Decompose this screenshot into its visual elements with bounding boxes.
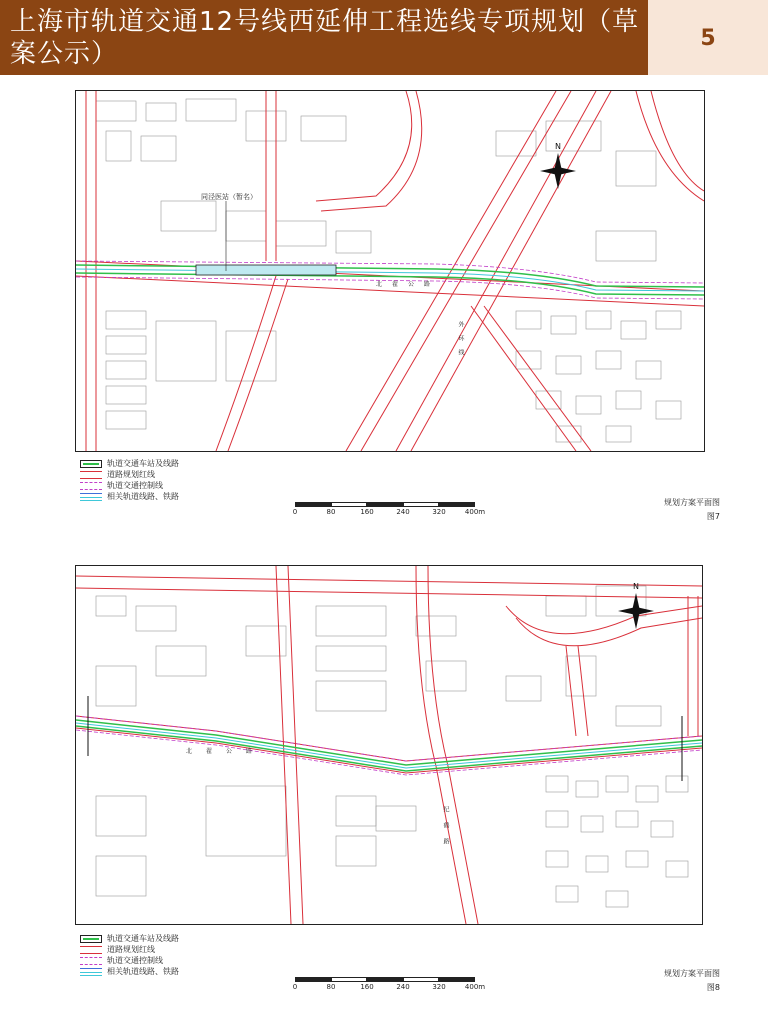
scale-tick-label: 240	[396, 508, 410, 516]
legend-label: 轨道交通控制线	[107, 481, 163, 490]
map-8-road-label-2: 纪鹤路	[442, 806, 449, 854]
page-number-box	[648, 0, 768, 75]
road-redline-swatch-icon	[80, 946, 102, 954]
map-7-station-label: 同泾医站（暂名）	[201, 193, 257, 201]
header-band	[0, 0, 648, 75]
svg-text:N: N	[633, 582, 639, 591]
legend-label: 道路规划红线	[107, 470, 155, 479]
map-8-caption	[580, 968, 720, 993]
legend-label: 轨道交通控制线	[107, 956, 163, 965]
scale-tick-label: 80	[326, 508, 336, 516]
caption-title: 规划方案平面图	[664, 498, 720, 507]
legend-item	[80, 955, 179, 966]
scale-segment	[331, 977, 367, 982]
map-8-drawing	[76, 566, 702, 924]
map-8-legend	[80, 933, 179, 977]
scale-tick-label: 0	[292, 508, 298, 516]
caption-figure: 图7	[706, 512, 720, 521]
map-7-caption	[580, 497, 720, 522]
scale-segment	[295, 977, 331, 982]
related-rail-swatch-icon	[80, 493, 102, 501]
map-8-scale-bar	[292, 977, 486, 995]
caption-figure: 图8	[706, 983, 720, 992]
map-figure-7	[75, 90, 705, 452]
map-8-road-label: 北翟公路	[186, 748, 267, 755]
legend-item	[80, 469, 179, 480]
map-7-station-box	[196, 265, 336, 275]
scale-segment	[439, 977, 475, 982]
legend-label: 道路规划红线	[107, 945, 155, 954]
legend-item	[80, 933, 179, 944]
scale-tick-label: 400m	[464, 508, 486, 516]
legend-item	[80, 944, 179, 955]
legend-item	[80, 966, 179, 977]
scale-segment	[331, 502, 367, 507]
control-line-swatch-icon	[80, 957, 102, 965]
station-line-swatch-icon	[80, 460, 102, 468]
map-7-scale-bar	[292, 502, 486, 520]
scale-tick-label: 400m	[464, 983, 486, 991]
road-redline-swatch-icon	[80, 471, 102, 479]
svg-text:N: N	[555, 142, 561, 151]
scale-segment	[403, 977, 439, 982]
scale-tick-label: 320	[432, 508, 446, 516]
caption-title: 规划方案平面图	[664, 969, 720, 978]
legend-label: 轨道交通车站及线路	[107, 459, 179, 468]
legend-item	[80, 458, 179, 469]
map-figure-8	[75, 565, 703, 925]
map-8-rail-corridor	[76, 716, 702, 775]
related-rail-swatch-icon	[80, 968, 102, 976]
scale-segment	[403, 502, 439, 507]
legend-label: 相关轨道线路、铁路	[107, 967, 179, 976]
map-8-buildings	[96, 586, 688, 907]
scale-segment	[295, 502, 331, 507]
control-line-swatch-icon	[80, 482, 102, 490]
scale-segment	[367, 977, 403, 982]
legend-item	[80, 491, 179, 502]
page-title: 上海市轨道交通12号线西延伸工程选线专项规划（草案公示）	[10, 7, 640, 69]
map-7-road-label: 北翟公路	[376, 281, 441, 288]
scale-tick-label: 160	[360, 508, 374, 516]
scale-tick-label: 160	[360, 983, 374, 991]
scale-tick-label: 320	[432, 983, 446, 991]
scale-tick-label: 240	[396, 983, 410, 991]
legend-label: 相关轨道线路、铁路	[107, 492, 179, 501]
page-number: 5	[700, 26, 716, 51]
scale-segment	[439, 502, 475, 507]
station-line-swatch-icon	[80, 935, 102, 943]
scale-tick-label: 0	[292, 983, 298, 991]
scale-tick-label: 80	[326, 983, 336, 991]
map-8-north-arrow-icon	[618, 582, 654, 629]
map-7-road-label-2: 外环线	[457, 321, 464, 363]
map-7-legend	[80, 458, 179, 502]
map-7-drawing	[76, 91, 704, 451]
scale-segment	[367, 502, 403, 507]
map-7-road-redlines	[76, 91, 704, 451]
legend-label: 轨道交通车站及线路	[107, 934, 179, 943]
legend-item	[80, 480, 179, 491]
